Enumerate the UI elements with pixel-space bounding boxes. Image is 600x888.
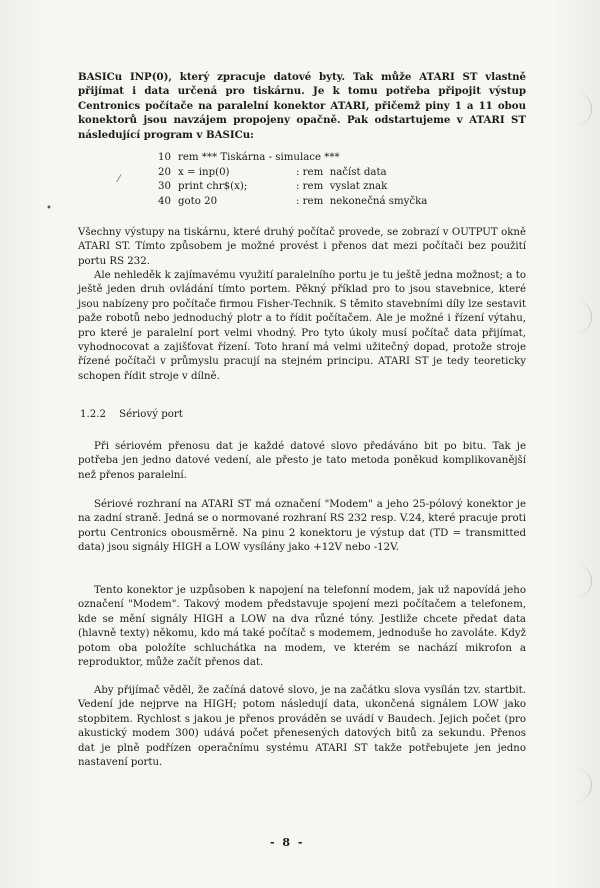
parallel-port-paragraph: Ale nehleděk k zajímavému využití paralelního portu je tu ještě jedna možnost; a to ještě jeden druh ovládání tímto portem. Pěkný příklad pro to jsou stavebnice, které jsou nabízeny pro počítače firmou Fisher-Technik. S těmito stavebními díly lze sestavit paže robotů nebo jednoduchý plotr a to řídit počítačem. Ale je možné i řízení výtahu, pro které je paralelní port velmi vhodný. Pro tyto úkoly musí počítač data přijímat, vyhodnocovat a zajišťovat řízení. Toto hraní má velmi užitečný dopad, protože stroje řízené počítači v průmyslu pracují na stejném principu. ATARI ST je tedy teoreticky schopen řídit stroje v dílně.	[78, 270, 526, 382]
code-line: 40 goto 20 : rem nekonečná smyčka	[158, 195, 428, 207]
outputs-paragraph: Všechny výstupy na tiskárnu, které druhý počítač provede, se zobrazí v OUTPUT okně ATARI ST. Tímto způsobem je možné provést i přenos dat mezi počítači bez použití portu RS 232.	[78, 227, 526, 267]
connector-paragraph: Tento konektor je uzpůsoben k napojení na telefonní modem, jak už napovídá jeho označení "Modem". Takový modem představuje spojení mezi počítačem a telefonem, kde se mění signály HIGH a LOW na dva různé tóny. Jestliže chcete předat data (hlavně texty) někomu, kdo má také počítač s modemem, jednoduše ho zavoláte. Když potom oba položíte schluchátka na modem, ve kterém se nachází mikrofon a reproduktor, může začít přenos dat.	[78, 585, 526, 669]
binder-hole-mark	[573, 92, 592, 126]
dot-mark-icon: •	[46, 203, 52, 214]
serial-transfer-paragraph: Při sériovém přenosu dat je každé datové slovo předáváno bit po bitu. Tak je potřeba jen jedno datové vedení, ale přesto je tato metoda poněkud komplikovanější než přenos paralelní.	[78, 441, 526, 481]
page-number: - 8 -	[270, 836, 305, 849]
modem-interface-paragraph: Sériové rozhraní na ATARI ST má označení "Modem" a jeho 25-pólový konektor je na zadní straně. Jedná se o normované rozhraní RS 232 resp. V.24, které pracuje proti portu Centronics obousměrně. Na pinu 2 konektoru je výstup dat (TD = transmitted data) jsou signály HIGH a LOW vysílány jako +12V nebo -12V.	[78, 499, 526, 554]
section-heading: 1.2.2 Sériový port	[80, 409, 183, 420]
binder-hole-mark	[573, 768, 592, 802]
code-line: 30 print chr$(x); : rem vyslat znak	[158, 181, 388, 193]
binder-hole-mark	[573, 564, 592, 598]
binder-hole-mark	[573, 300, 592, 334]
intro-paragraph: BASICu INP(0), který zpracuje datové byty. Tak může ATARI ST vlastně přijímat i data určená pro tiskárnu. Je k tomu potřeba připojit výstup Centronics počítače na paralelní konektor ATARI, přičemž piny 1 a 11 obou konektorů jsou navzájem propojeny opačně. Pak odstartujeme v ATARI ST následující program v BASICu:	[78, 71, 526, 141]
receiver-paragraph: Aby přijímač věděl, že začíná datové slovo, je na začátku slova vysílán tzv. startbit. Vedení jde nejprve na HIGH; potom následují data, ukončená signálem LOW jako stopbitem. Rychlost s jakou je přenos prováděn se uvádí v Baudech. Jejich počet (pro akustický modem 300) udává počet přenesených datových bitů za sekundu. Přenos dat je plně podřízen operačnímu systému ATARI ST takže potřebujete jen jedno nastavení portu.	[78, 685, 526, 769]
basic-program-listing	[158, 151, 458, 209]
pencil-tick-icon: ⁄	[118, 174, 120, 185]
code-line: 10 rem *** Tiskárna - simulace ***	[158, 152, 340, 163]
code-line: 20 x = inp(0) : rem načíst data	[158, 166, 387, 178]
